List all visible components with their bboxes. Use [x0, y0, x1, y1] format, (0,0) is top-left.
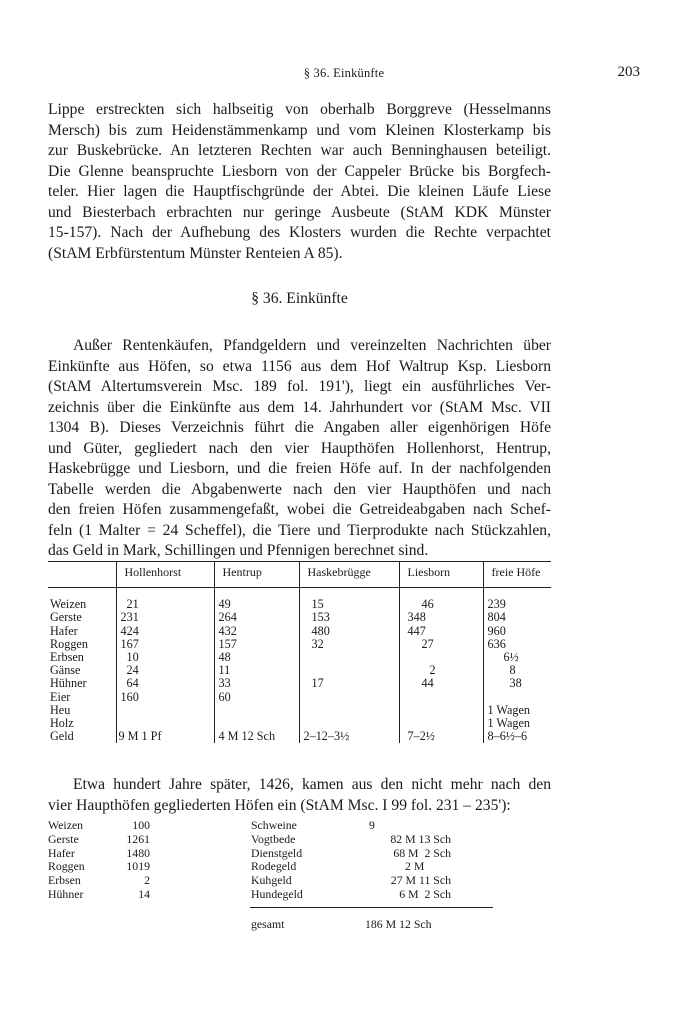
row-label: Hühner: [50, 676, 87, 691]
text-line: zur Buskebrücke. An letzteren Rechten war auch Benninghausen beteiligt.: [48, 142, 551, 159]
table-cell: 264: [214, 611, 299, 624]
table-cell: 2: [399, 664, 483, 677]
table-cell: 2–12–3½: [299, 730, 399, 743]
text-line: 15-157). Nach der Aufhebung des Klosters wurden die Rechte verpachtet: [48, 224, 551, 241]
item-label: Roggen: [48, 859, 85, 874]
text-line: teler. Hier lagen die Hauptfischgründe der Abtei. Die kleinen Läufe Liese: [48, 183, 551, 200]
item-label: Vogtbede: [251, 831, 296, 846]
list-item: [48, 860, 158, 874]
row-label: Hafer: [50, 623, 78, 638]
text-line: Etwa hundert Jahre später, 1426, kamen aus den nicht mehr nach den: [73, 776, 551, 793]
table-cell: [299, 651, 399, 664]
item-value: 2: [144, 873, 150, 888]
table-cell: 10: [116, 651, 214, 664]
table-cell: 960: [483, 625, 551, 638]
table-cell: 7–2½: [399, 730, 483, 743]
table-cell: 49: [214, 598, 299, 611]
table-cell: [299, 704, 399, 717]
table-cell: 9 M 1 Pf: [116, 730, 214, 743]
item-value: 82 M 13 Sch: [390, 831, 451, 846]
row-label: Weizen: [50, 597, 87, 612]
main-paragraph: [48, 336, 551, 562]
table-cell: 167: [116, 638, 214, 651]
table-cell: 8–6½–6: [483, 730, 551, 743]
table-cell: 447: [399, 625, 483, 638]
income-1426-money-table: [251, 819, 475, 902]
table-cell: 1 Wagen: [483, 704, 551, 717]
list-item: [251, 860, 475, 874]
income-1426-grain-table: [48, 819, 158, 902]
item-value: 100: [132, 818, 150, 832]
item-value: 1019: [126, 859, 150, 874]
item-label: Rodegeld: [251, 859, 297, 874]
text-line: Mersch) bis zum Heidenstämmenkamp und vom Kleinen Klosterkamp bis: [48, 121, 551, 139]
item-value: 27 M 11 Sch: [390, 873, 451, 888]
intro-paragraph: [48, 100, 551, 264]
total-rule: [250, 907, 493, 908]
item-label: Gerste: [48, 831, 79, 846]
row-label: Erbsen: [50, 650, 84, 665]
row-label: Gänse: [50, 663, 81, 678]
table-cell: 21: [116, 598, 214, 611]
item-label: Hühner: [48, 886, 84, 901]
table-cell: 1 Wagen: [483, 717, 551, 730]
rule-cell: [399, 588, 483, 599]
item-value: 14: [138, 886, 150, 901]
column-header: Hollenhorst: [116, 561, 214, 588]
column-header: Haskebrügge: [299, 561, 399, 588]
table-cell: 480: [299, 625, 399, 638]
text-line: Einkünfte aus Höfen, so etwa 1156 aus dem Hof Waltrup Ksp. Liesborn: [48, 357, 551, 375]
item-label: Weizen: [48, 818, 84, 832]
table-cell: 38: [483, 677, 551, 690]
total-value: 186 M 12 Sch: [365, 917, 432, 931]
total-row: [251, 918, 475, 932]
row-label: Eier: [50, 689, 71, 704]
table-cell: 32: [299, 638, 399, 651]
total-label: gesamt: [251, 917, 285, 931]
row-label: Holz: [50, 716, 74, 731]
table-cell: 8: [483, 664, 551, 677]
table-cell: 27: [399, 638, 483, 651]
later-paragraph: [48, 775, 551, 816]
table-cell: [399, 704, 483, 717]
row-label: Geld: [50, 729, 74, 744]
item-label: Kuhgeld: [251, 873, 292, 888]
text-line: Haskebrügge und Liesborn, und die freien Höfe auf. In der nachfolgenden: [48, 460, 551, 477]
table-row: [48, 651, 551, 664]
text-line: (StAM Altertumsverein Msc. 189 fol. 191'), liegt ein ausführliches Ver-: [48, 378, 551, 395]
list-item: [48, 888, 158, 902]
item-label: Erbsen: [48, 873, 81, 888]
table-cell: 160: [116, 691, 214, 704]
table-cell: [299, 691, 399, 704]
text-line: Lippe erstreckten sich halbseitig von oberhalb Borggreve (Hesselmanns: [48, 101, 551, 118]
list-item: [251, 847, 475, 861]
page-header: [48, 64, 640, 84]
section-heading: § 36. Einkünfte: [251, 290, 348, 307]
item-value: 1261: [126, 831, 150, 846]
table-cell: 424: [116, 625, 214, 638]
list-item: [251, 888, 475, 902]
table-row: [48, 638, 551, 651]
table-cell: [483, 691, 551, 704]
item-value: 9: [369, 818, 375, 832]
header-rule-row: [48, 588, 551, 599]
table-cell: 157: [214, 638, 299, 651]
item-value: 68 M 2 Sch: [393, 845, 451, 860]
item-label: Schweine: [251, 818, 297, 832]
row-label: Roggen: [50, 636, 88, 651]
table-cell: 60: [214, 691, 299, 704]
item-label: Dienstgeld: [251, 845, 303, 860]
column-header: freie Höfe: [483, 561, 551, 588]
text-line: vier Haupthöfen gegliederten Höfen ein (StAM Msc. I 99 fol. 231 – 235'):: [48, 796, 511, 814]
table-cell: 46: [399, 598, 483, 611]
table-cell: [116, 704, 214, 717]
list-item: [251, 819, 475, 833]
table-cell: 4 M 12 Sch: [214, 730, 299, 743]
table-cell: 239: [483, 598, 551, 611]
row-label: Gerste: [50, 610, 82, 625]
text-line: (StAM Erbfürstentum Münster Renteien A 85).: [48, 244, 343, 262]
table-cell: 64: [116, 677, 214, 690]
list-item: [48, 819, 158, 833]
text-line: zeichnis über die Einkünfte aus dem 14. Jahrhundert vor (StAM Msc. VII: [48, 398, 551, 416]
text-line: Außer Rentenkäufen, Pfandgeldern und vereinzelten Nachrichten über: [73, 337, 551, 354]
table-cell: 15: [299, 598, 399, 611]
column-header: Liesborn: [399, 561, 483, 588]
table-cell: 804: [483, 611, 551, 624]
text-line: Tabelle werden die Abgabenwerte nach den vier Haupthöfen und nach: [48, 480, 551, 498]
text-line: das Geld in Mark, Schillingen und Pfennigen berechnet sind.: [48, 542, 429, 559]
table-cell: 153: [299, 611, 399, 624]
table-cell: [399, 651, 483, 664]
text-line: 1304 B). Dieses Verzeichnis führt die Angaben aller eigenhörigen Höfe: [48, 419, 551, 436]
list-item: [48, 847, 158, 861]
column-header: Hentrup: [214, 561, 299, 588]
table-row: [48, 625, 551, 638]
table-row: [48, 730, 551, 743]
table-cell: 432: [214, 625, 299, 638]
page-number: 203: [617, 64, 640, 80]
table-header-row: [48, 561, 551, 588]
table-cell: 24: [116, 664, 214, 677]
list-item: [48, 833, 158, 847]
item-label: Hafer: [48, 845, 75, 860]
text-line: und Güter, gegliedert nach den vier Haupthöfen Hollenhorst, Hentrup,: [48, 439, 551, 457]
table-cell: 48: [214, 651, 299, 664]
income-table-14th-century: [48, 561, 551, 743]
table-row: [48, 704, 551, 717]
item-value: 1480: [126, 845, 150, 860]
table-cell: [214, 704, 299, 717]
table-cell: 636: [483, 638, 551, 651]
running-title: § 36. Einkünfte: [303, 66, 385, 80]
table-cell: 17: [299, 677, 399, 690]
table-cell: 231: [116, 611, 214, 624]
text-line: und Biesterbach erbrachten nur geringe Ausbeute (StAM KDK Münster: [48, 203, 551, 221]
table-cell: 6½: [483, 651, 551, 664]
table-cell: [399, 691, 483, 704]
table-row: [48, 664, 551, 677]
item-value: 2 M: [405, 859, 425, 874]
list-item: [48, 874, 158, 888]
text-line: Die Glenne beanspruchte Liesborn von der Cappeler Brücke bis Borgfech-: [48, 162, 551, 180]
table-cell: 11: [214, 664, 299, 677]
table-row: [48, 691, 551, 704]
row-label: Heu: [50, 702, 71, 717]
item-value: 6 M 2 Sch: [399, 886, 451, 901]
table-cell: 348: [399, 611, 483, 624]
table-row: [48, 677, 551, 690]
list-item: [251, 833, 475, 847]
table-row: [48, 611, 551, 624]
list-item: [251, 874, 475, 888]
text-line: feln (1 Malter = 24 Scheffel), die Tiere und Tierprodukte nach Stückzahlen,: [48, 521, 551, 539]
table-cell: 33: [214, 677, 299, 690]
table-cell: 44: [399, 677, 483, 690]
header-spacer: [48, 561, 116, 588]
text-line: den freien Höfen zusammengefaßt, wobei die Getreideabgaben nach Schef-: [48, 501, 551, 518]
item-label: Hundegeld: [251, 886, 303, 901]
